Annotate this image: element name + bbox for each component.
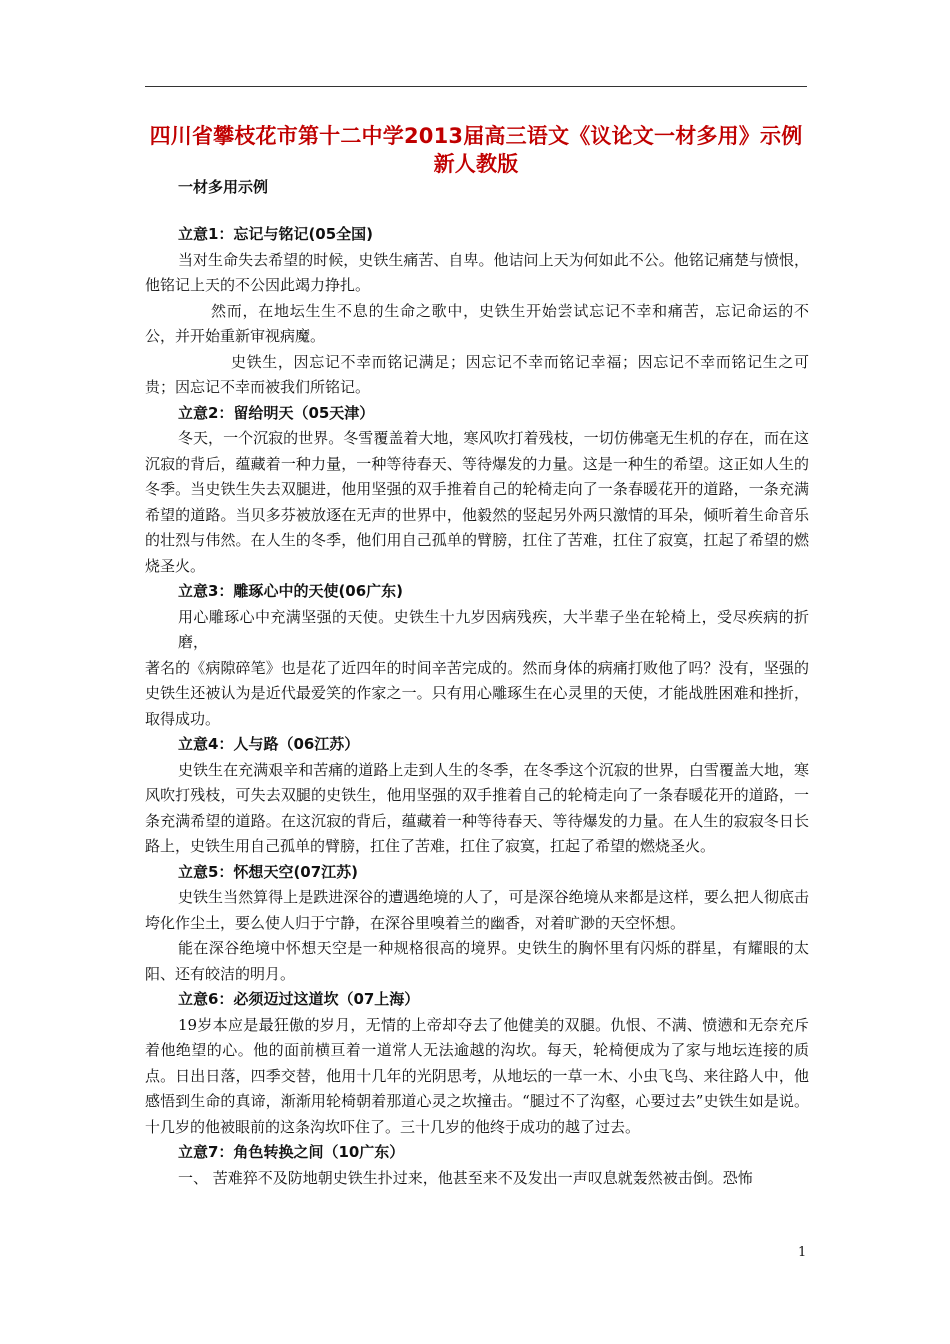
section-heading-3: 立意3：雕琢心中的天使(06广东) [178,582,404,600]
section-5-paragraph-2: 能在深谷绝境中怀想天空是一种规格很高的境界。史铁生的胸怀里有闪烁的群星，有耀眼的太阳、还有皎洁的明月。 [145,939,809,983]
section-7-paragraph-1: 一、 苦难猝不及防地朝史铁生扑过来，他甚至来不及发出一声叹息就轰然被击倒。恐怖 [178,1168,753,1187]
page-number: 1 [798,1245,807,1260]
section-heading-6: 立意6：必须迈过这道坎（07上海） [178,990,420,1008]
section-4-paragraph-1: 史铁生在充满艰辛和苦痛的道路上走到人生的冬季，在冬季这个沉寂的世界，白雪覆盖大地，寒风吹打残枝，可失去双腿的史铁生，他用坚强的双手推着自己的轮椅走向了一条春暖花开的道路，一条充满希望的道路。在这沉寂的背后，蕴藏着一种等待春天、等待爆发的力量。在人生的寂寂冬日长路上，史铁生用自己孤单的臂膀，扛住了苦难，扛住了寂寞，扛起了希望的燃烧圣火。 [145,760,809,855]
section-3-paragraph-2: 著名的《病隙碎笔》也是花了近四年的时间辛苦完成的。然而身体的病痛打败他了吗？没有，坚强的史铁生还被认为是近代最爱笑的作家之一。只有用心雕琢生在心灵里的天使，才能战胜困难和挫折，取得成功。 [145,658,809,728]
document-title: 四川省攀枝花市第十二中学2013届高三语文《议论文一材多用》示例新人教版 [149,124,803,176]
section-1-paragraph-3: 史铁生，因忘记不幸而铭记满足；因忘记不幸而铭记幸福；因忘记不幸而铭记生之可贵；因忘记不幸而被我们所铭记。 [145,352,809,396]
section-heading-1: 立意1：忘记与铭记(05全国) [178,225,374,243]
section-6-paragraph-1: 19岁本应是最狂傲的岁月，无情的上帝却夺去了他健美的双腿。仇恨、不满、愤懑和无奈充斥着他绝望的心。他的面前横亘着一道常人无法逾越的沟坎。每天，轮椅便成为了家与地坛连接的质点。日出日落，四季交替，他用十几年的光阴思考，从地坛的一草一木、小虫飞鸟、来往路人中，他感悟到生命的真谛，渐渐用轮椅朝着那道心灵之坎撞击。“腿过不了沟壑，心要过去”史铁生如是说。十几岁的他被眼前的这条沟坎吓住了。三十几岁的他终于成功的越了过去。 [145,1015,809,1136]
document-body [145,222,809,1191]
section-2-paragraph-1: 冬天，一个沉寂的世界。冬雪覆盖着大地，寒风吹打着残枝，一切仿佛毫无生机的存在，而在这沉寂的背后，蕴藏着一种力量，一种等待春天、等待爆发的力量。这是一种生的希望。这正如人生的冬季。当史铁生失去双腿进，他用坚强的双手推着自己的轮椅走向了一条春暖花开的道路，一条充满希望的道路。当贝多芬被放逐在无声的世界中，他毅然的竖起另外两只激情的耳朵，倾听着生命音乐的壮烈与伟然。在人生的冬季，他们用自己孤单的臂膀，扛住了苦难，扛住了寂寞，扛起了希望的燃烧圣火。 [145,429,809,575]
section-1-paragraph-1: 当对生命失去希望的时候，史铁生痛苦、自卑。他诘问上天为何如此不公。他铭记痛楚与愤恨，他铭记上天的不公因此竭力挣扎。 [145,250,809,294]
section-heading-7: 立意7：角色转换之间（10广东） [178,1143,405,1161]
section-heading-4: 立意4：人与路（06江苏） [178,735,360,753]
section-heading-2: 立意2：留给明天（05天津） [178,403,375,422]
document-subtitle: 一材多用示例 [178,178,269,196]
section-3-paragraph-1: 用心雕琢心中充满坚强的天使。史铁生十九岁因病残疾，大半辈子坐在轮椅上，受尽疾病的折磨， [178,607,809,651]
section-5-paragraph-1: 史铁生当然算得上是跌进深谷的遭遇绝境的人了，可是深谷绝境从来都是这样，要么把人彻底击垮化作尘土，要么使人归于宁静，在深谷里嗅着兰的幽香，对着旷渺的天空怀想。 [145,888,809,932]
section-heading-5: 立意5：怀想天空(07江苏) [178,862,359,881]
header-rule [145,86,807,87]
section-1-paragraph-2: 然而，在地坛生生不息的生命之歌中，史铁生开始尝试忘记不幸和痛苦，忘记命运的不公，并开始重新审视病魔。 [145,301,809,345]
